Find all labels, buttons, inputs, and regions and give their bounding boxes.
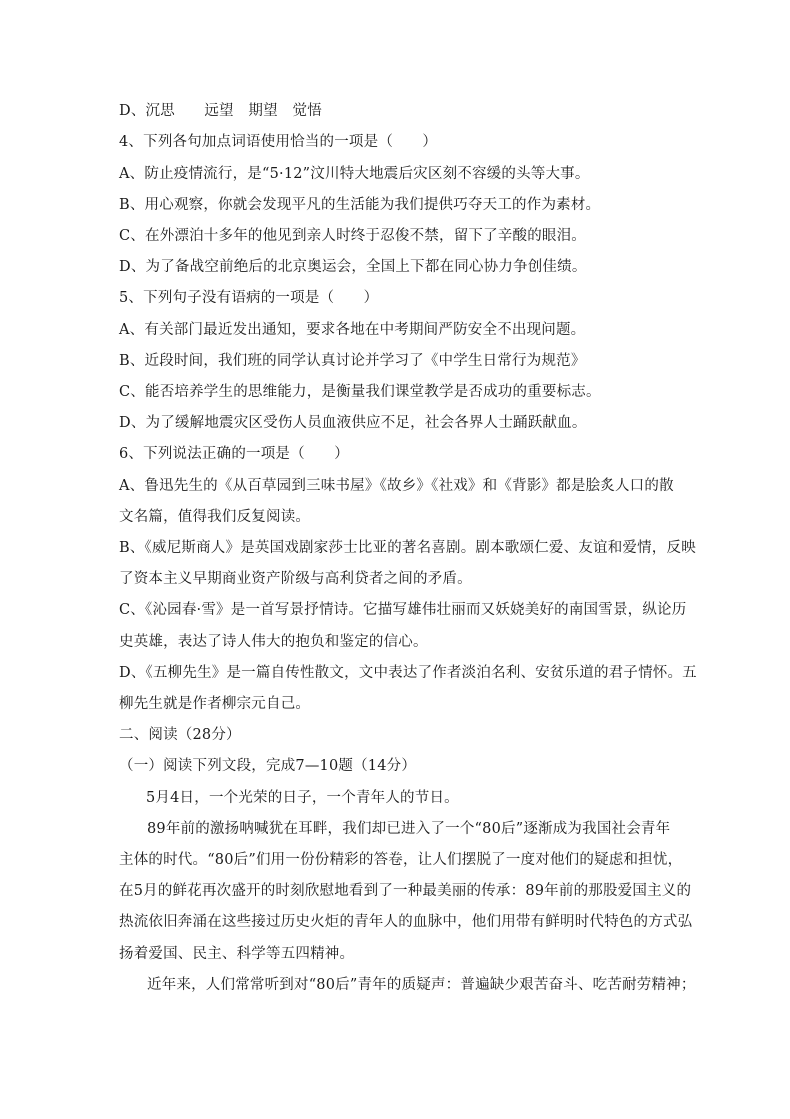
q6-option-b-cont: 了资本主义早期商业资产阶级与高利贷者之间的矛盾。 [119, 571, 472, 587]
q6-option-d: D、《五柳先生》是一篇自传性散文，文中表达了作者淡泊名利、安贫乐道的君子情怀。五 [119, 665, 697, 681]
passage-paragraph-3: 近年来，人们常常听到对“80后”青年的质疑声：普遍缺少艰苦奋斗、吃苦耐劳精神； [147, 977, 696, 993]
q6-option-c: C、《沁园春·雪》是一首写景抒情诗。它描写雄伟壮丽而又妖娆美好的南国雪景，纵论历 [119, 602, 687, 618]
question-4: 4、下列各句加点词语使用恰当的一项是（ ） [119, 134, 438, 150]
reading-part-1-heading: （一）阅读下列文段，完成7—10题（14分） [119, 758, 417, 774]
q6-option-c-cont: 史英雄，表达了诗人伟大的抱负和鉴定的信心。 [119, 634, 428, 650]
q4-option-c: C、在外漂泊十多年的他见到亲人时终于忍俊不禁，留下了辛酸的眼泪。 [119, 228, 586, 244]
passage-paragraph-2: 89年前的激扬呐喊犹在耳畔，我们却已进入了一个“80后”逐渐成为我国社会青年 [147, 821, 671, 837]
passage-paragraph-1: 5月4日，一个光荣的日子，一个青年人的节日。 [146, 790, 459, 806]
q6-option-b: B、《威尼斯商人》是英国戏剧家莎士比亚的著名喜剧。剧本歌颂仁爱、友谊和爱情，反映 [119, 540, 696, 556]
section-heading-reading: 二、阅读（28分） [119, 727, 241, 743]
q6-option-d-cont: 柳先生就是作者柳宗元自己。 [119, 696, 311, 712]
passage-paragraph-2-line-5: 扬着爱国、民主、科学等五四精神。 [119, 946, 355, 962]
q4-option-a: A、防止疫情流行，是“5·12”汶川特大地震后灾区刻不容缓的头等大事。 [119, 166, 590, 182]
q5-option-d: D、为了缓解地震灾区受伤人员血液供应不足，社会各界人士踊跃献血。 [119, 415, 587, 431]
q4-option-b: B、用心观察，你就会发现平凡的生活能为我们提供巧夺天工的作为素材。 [119, 197, 601, 213]
q4-option-d: D、为了备战空前绝后的北京奥运会，全国上下都在同心协力争创佳绩。 [119, 259, 587, 275]
passage-paragraph-2-line-2: 主体的时代。“80后”们用一份份精彩的答卷，让人们摆脱了一度对他们的疑虑和担忧， [119, 852, 683, 868]
q6-option-a-cont: 文名篇，值得我们反复阅读。 [119, 509, 311, 525]
question-6: 6、下列说法正确的一项是（ ） [119, 446, 349, 462]
q5-option-a: A、有关部门最近发出通知，要求各地在中考期间严防安全不出现问题。 [119, 322, 586, 338]
q5-option-c: C、能否培养学生的思维能力，是衡量我们课堂教学是否成功的重要标志。 [119, 384, 601, 400]
q6-option-a: A、鲁迅先生的《从百草园到三味书屋》《故乡》《社戏》和《背影》都是脍炙人口的散 [119, 478, 674, 494]
q5-option-b: B、近段时间，我们班的同学认真讨论并学习了《中学生日常行为规范》 [119, 353, 586, 369]
question-5: 5、下列句子没有语病的一项是（ ） [119, 290, 379, 306]
passage-paragraph-2-line-3: 在5月的鲜花再次盛开的时刻欣慰地看到了一种最美丽的传承：89年前的那股爱国主义的 [119, 883, 692, 899]
passage-paragraph-2-line-4: 热流依旧奔涌在这些接过历史火炬的青年人的血脉中，他们用带有鲜明时代特色的方式弘 [119, 914, 693, 930]
option-d-words: D、沉思 远望 期望 觉悟 [119, 103, 322, 119]
